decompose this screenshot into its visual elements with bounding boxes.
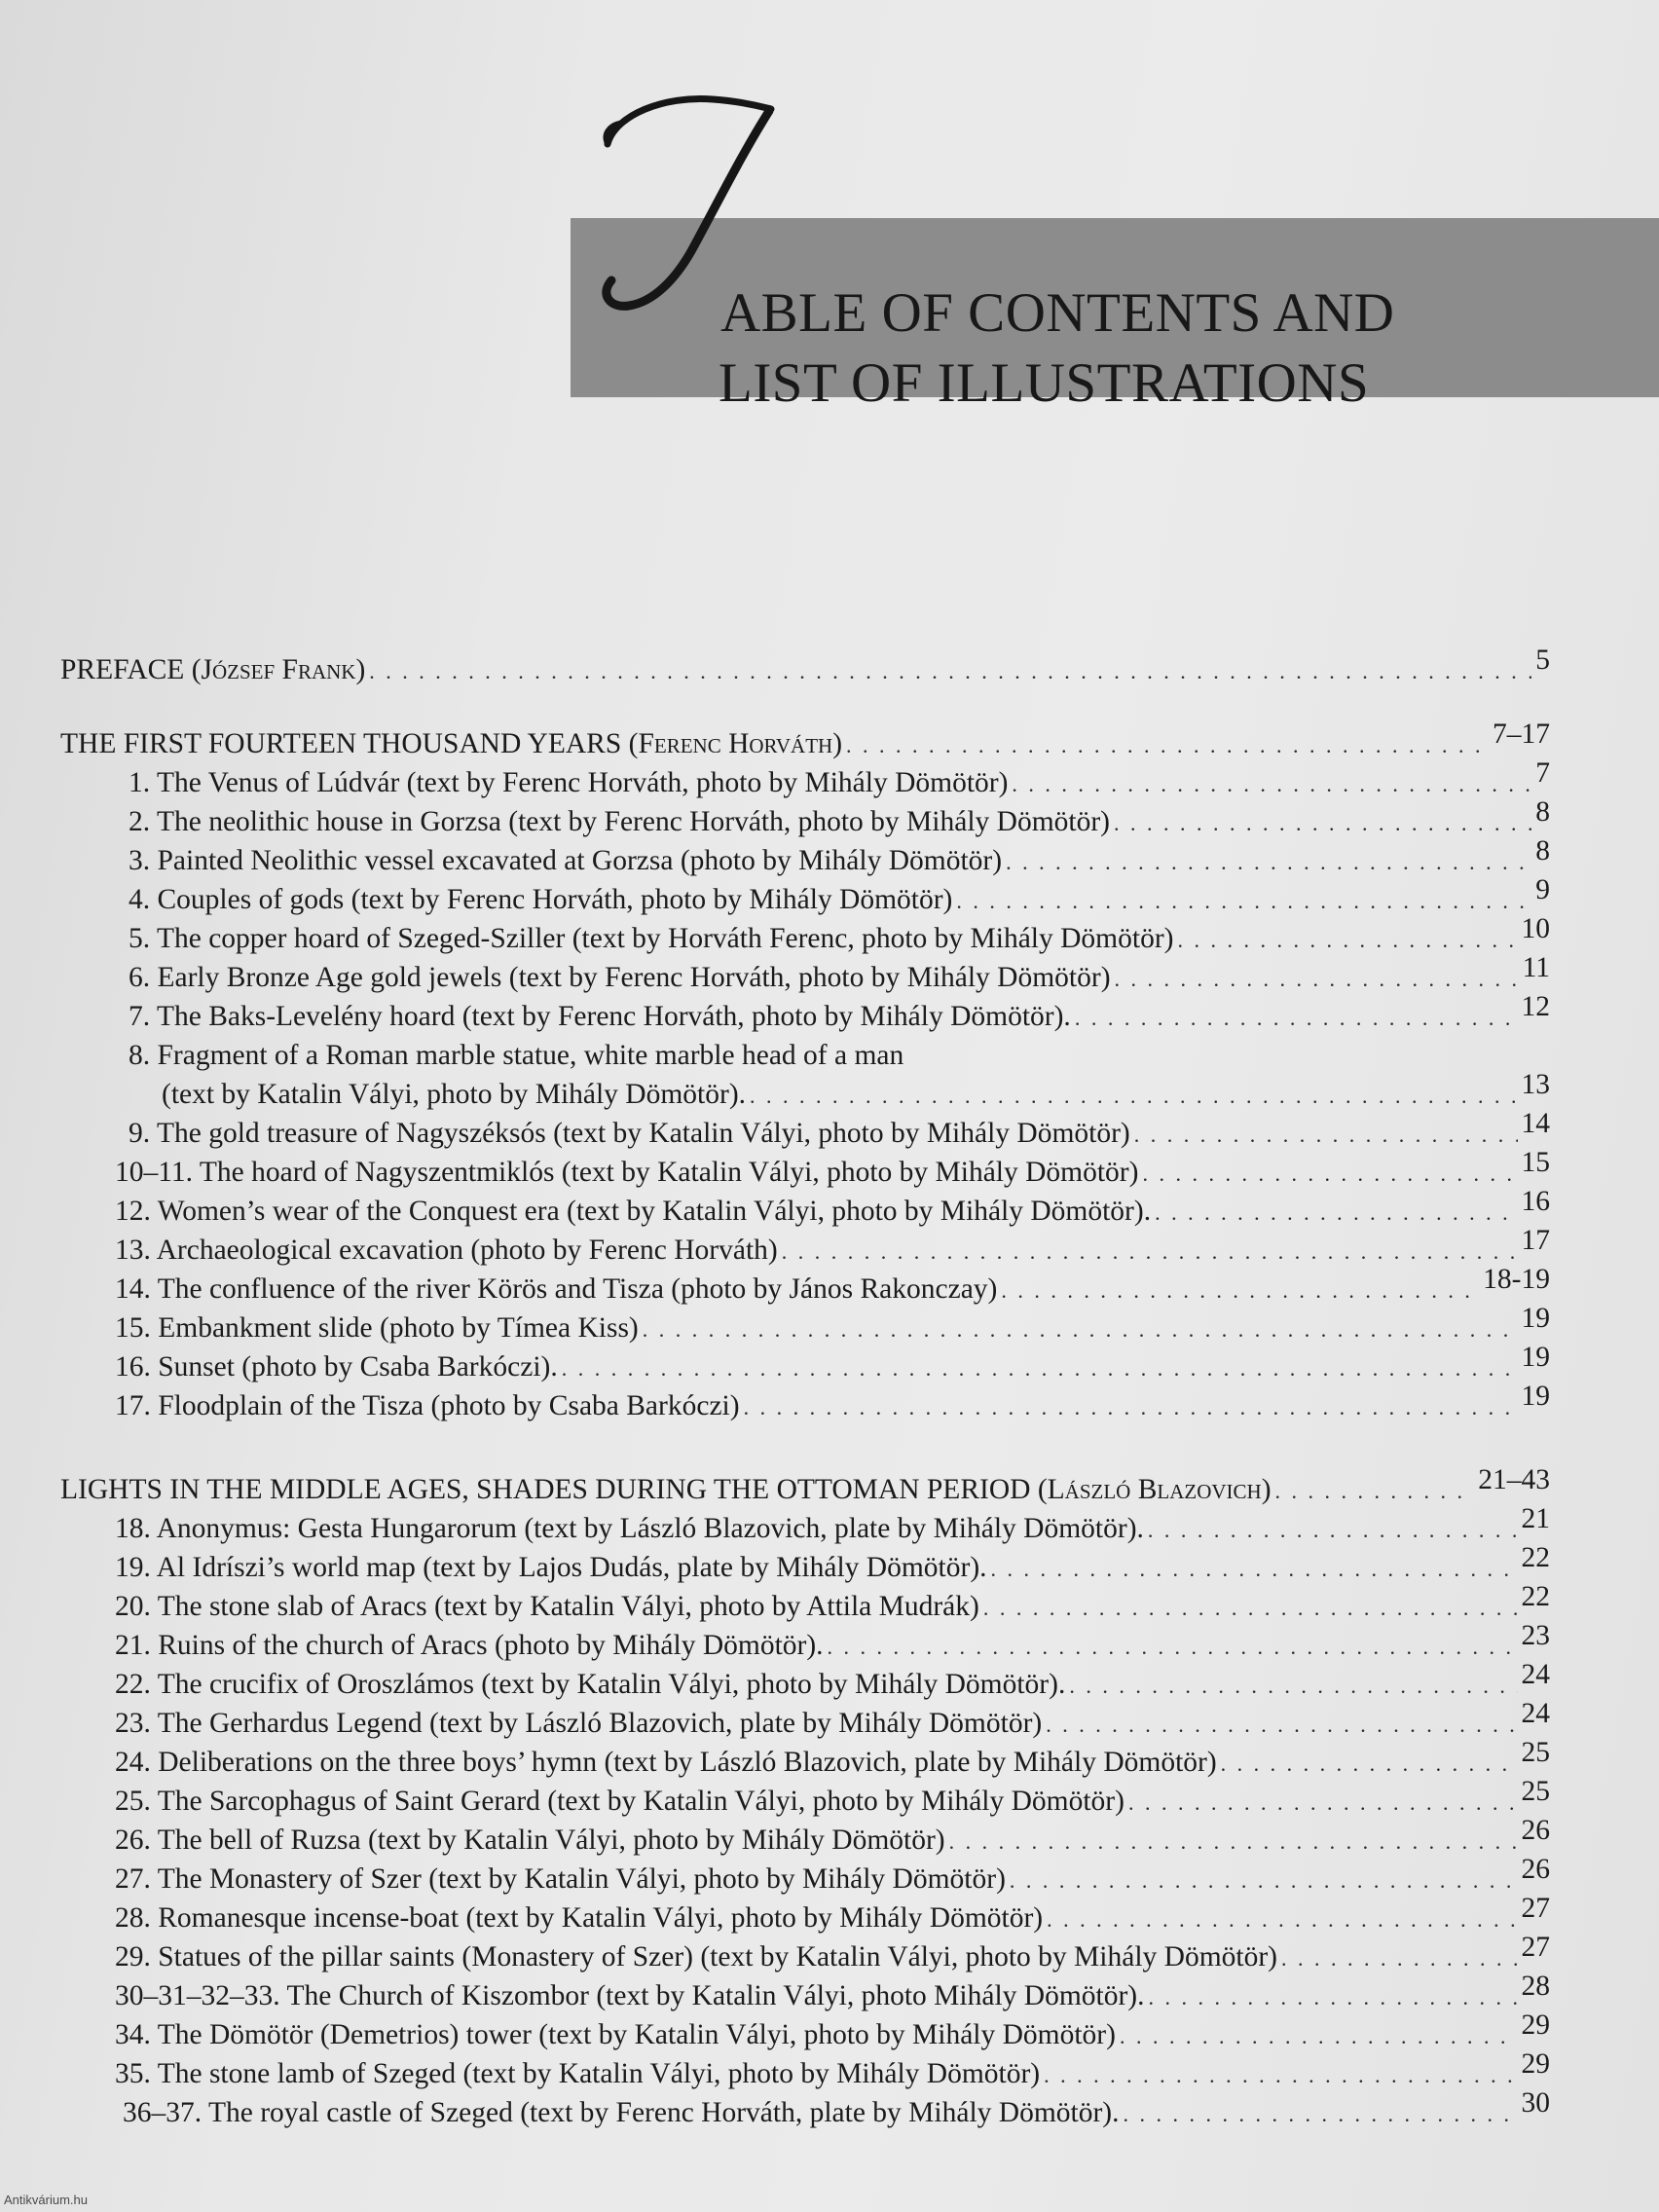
toc-item[interactable] xyxy=(60,874,1550,919)
page-number: 10 xyxy=(1521,913,1550,944)
item-label: 8. Fragment of a Roman marble statue, white marble head of a man xyxy=(129,1040,904,1071)
leader-dots xyxy=(1142,1155,1517,1194)
preface-author: (József Frank) xyxy=(191,654,366,685)
item-label: 20. The stone slab of Aracs (text by Katalin Vályi, photo by Attila Mudrák) xyxy=(115,1591,979,1622)
preface-title: PREFACE xyxy=(60,654,192,685)
toc-item[interactable] xyxy=(60,835,1550,880)
item-label: 7. The Baks-Levelény hoard (text by Ferenc Horváth, photo by Mihály Dömötör). xyxy=(129,1001,1071,1032)
leader-dots xyxy=(369,652,1531,691)
page-number: 28 xyxy=(1521,1971,1550,2002)
toc-item[interactable] xyxy=(60,1971,1550,2015)
toc-item[interactable] xyxy=(60,991,1550,1036)
page-number: 11 xyxy=(1522,952,1550,983)
leader-dots xyxy=(956,882,1531,921)
leader-dots xyxy=(1010,1862,1518,1900)
leader-dots xyxy=(1046,1706,1517,1745)
leader-dots xyxy=(991,1550,1518,1589)
toc-item[interactable] xyxy=(60,1815,1550,1860)
leader-dots xyxy=(1075,999,1518,1038)
page-number: 19 xyxy=(1521,1342,1550,1373)
page-number: 21 xyxy=(1521,1503,1550,1534)
leader-dots xyxy=(1115,960,1519,999)
toc-item[interactable] xyxy=(60,1893,1550,1937)
page-number: 19 xyxy=(1521,1303,1550,1334)
leader-dots xyxy=(1012,765,1531,804)
leader-dots xyxy=(1069,1667,1517,1706)
leader-dots xyxy=(846,726,1489,765)
page-number: 27 xyxy=(1521,1932,1550,1963)
page-number: 19 xyxy=(1521,1381,1550,1412)
site-watermark: Antikvárium.hu xyxy=(4,2193,88,2207)
leader-dots xyxy=(1001,1272,1479,1310)
item-label: 34. The Dömötör (Demetrios) tower (text by Katalin Vályi, photo by Mihály Dömötör) xyxy=(115,2019,1116,2050)
leader-dots xyxy=(983,1589,1518,1628)
page-number: 8 xyxy=(1535,796,1550,828)
leader-dots xyxy=(1047,1900,1517,1939)
page-number: 25 xyxy=(1521,1737,1550,1768)
item-label: 21. Ruins of the church of Aracs (photo by Mihály Dömötör). xyxy=(115,1630,824,1661)
item-label: 17. Floodplain of the Tisza (photo by Csaba Barkóczi) xyxy=(115,1390,740,1421)
toc-item[interactable] xyxy=(60,952,1550,997)
item-label: 26. The bell of Ruzsa (text by Katalin Vályi, photo by Mihály Dömötör) xyxy=(115,1825,945,1856)
item-label: 35. The stone lamb of Szeged (text by Katalin Vályi, photo by Mihály Dömötör) xyxy=(115,2058,1041,2089)
item-label: 18. Anonymus: Gesta Hungarorum (text by László Blazovich, plate by Mihály Dömötör). xyxy=(115,1513,1144,1544)
page-title xyxy=(720,278,1394,419)
leader-dots xyxy=(750,1077,1517,1116)
leader-dots xyxy=(782,1233,1518,1272)
toc-preface[interactable] xyxy=(60,645,1550,689)
toc-item[interactable] xyxy=(60,757,1550,802)
page-number: 24 xyxy=(1521,1698,1550,1729)
item-label: 10–11. The hoard of Nagyszentmiklós (text by Katalin Vályi, photo by Mihály Dömötör) xyxy=(115,1157,1139,1188)
page-number: 30 xyxy=(1521,2087,1550,2119)
toc-item[interactable] xyxy=(60,1381,1550,1425)
page-number: 25 xyxy=(1521,1776,1550,1807)
item-label: 5. The copper hoard of Szeged-Sziller (text by Horváth Ferenc, photo by Mihály Dömötör) xyxy=(129,923,1174,954)
leader-dots xyxy=(1148,1511,1518,1550)
item-label: 24. Deliberations on the three boys’ hymn (text by László Blazovich, plate by Mihály Dömötör) xyxy=(115,1747,1217,1778)
item-label: 15. Embankment slide (photo by Tímea Kiss) xyxy=(115,1312,639,1344)
item-label: 28. Romanesque incense-boat (text by Katalin Vályi, photo by Mihály Dömötör) xyxy=(115,1902,1044,1934)
toc-item[interactable] xyxy=(60,1542,1550,1587)
toc-item[interactable] xyxy=(60,1737,1550,1782)
page-number: 16 xyxy=(1521,1186,1550,1217)
page-number: 9 xyxy=(1535,874,1550,905)
leader-dots xyxy=(1128,1784,1518,1823)
page-number: 8 xyxy=(1535,835,1550,866)
section-title: LIGHTS IN THE MIDDLE AGES, SHADES DURING THE OTTOMAN PERIOD xyxy=(60,1474,1038,1505)
leader-dots xyxy=(1149,1978,1518,2017)
toc-item[interactable] xyxy=(60,913,1550,958)
toc-item[interactable] xyxy=(60,1932,1550,1976)
item-label: 29. Statues of the pillar saints (Monastery of Szer) (text by Katalin Vályi, photo by Mihály Dömötör) xyxy=(115,1941,1277,1972)
page-number: 13 xyxy=(1521,1069,1550,1100)
leader-dots xyxy=(1134,1116,1518,1155)
leader-dots xyxy=(744,1388,1518,1427)
section-title: THE FIRST FOURTEEN THOUSAND YEARS xyxy=(60,728,629,759)
page-number: 5 xyxy=(1535,645,1550,676)
item-label: 27. The Monastery of Szer (text by Katalin Vályi, photo by Mihály Dömötör) xyxy=(115,1863,1006,1895)
leader-dots xyxy=(562,1349,1518,1388)
section-author: (Ferenc Horváth) xyxy=(628,728,843,759)
toc-item[interactable] xyxy=(60,1659,1550,1704)
toc-item[interactable] xyxy=(60,1698,1550,1743)
item-label: 16. Sunset (photo by Csaba Barkóczi). xyxy=(115,1351,558,1382)
item-label: 30–31–32–33. The Church of Kiszombor (text by Katalin Vályi, photo Mihály Dömötör). xyxy=(115,1980,1145,2011)
page-number: 7 xyxy=(1535,757,1550,789)
toc-item[interactable] xyxy=(60,1036,1618,1075)
toc-item[interactable] xyxy=(60,1620,1550,1665)
toc-section-heading[interactable] xyxy=(60,719,1550,763)
leader-dots xyxy=(1114,804,1531,843)
leader-dots xyxy=(1177,921,1517,960)
item-label: 6. Early Bronze Age gold jewels (text by Ferenc Horváth, photo by Mihály Dömötör) xyxy=(129,962,1111,993)
toc-item[interactable] xyxy=(60,1225,1550,1270)
leader-dots xyxy=(1123,2095,1517,2134)
item-label: 12. Women’s wear of the Conquest era (text by Katalin Vályi, photo by Mihály Dömötör). xyxy=(115,1196,1152,1227)
leader-dots xyxy=(949,1823,1518,1862)
toc-item[interactable] xyxy=(60,1581,1550,1626)
item-label: 23. The Gerhardus Legend (text by László Blazovich, plate by Mihály Dömötör) xyxy=(115,1708,1043,1739)
item-label: 9. The gold treasure of Nagyszéksós (text by Katalin Vályi, photo by Mihály Dömötör) xyxy=(129,1118,1130,1149)
toc-item[interactable] xyxy=(60,796,1550,841)
toc-item[interactable] xyxy=(60,1108,1550,1153)
leader-dots xyxy=(1275,1472,1475,1511)
toc-item[interactable] xyxy=(60,1303,1550,1347)
item-label: 2. The neolithic house in Gorzsa (text by Ferenc Horváth, photo by Mihály Dömötör) xyxy=(129,806,1110,837)
item-label: 4. Couples of gods (text by Ferenc Horváth, photo by Mihály Dömötör) xyxy=(129,884,953,915)
item-label: 19. Al Idríszi’s world map (text by Lajos Dudás, plate by Mihály Dömötör). xyxy=(115,1552,987,1583)
leader-dots xyxy=(643,1310,1518,1349)
leader-dots xyxy=(1044,2056,1517,2095)
leader-dots xyxy=(1221,1745,1518,1784)
item-label: 36–37. The royal castle of Szeged (text by Ferenc Horváth, plate by Mihály Dömötör). xyxy=(123,2097,1120,2128)
item-label: 22. The crucifix of Oroszlámos (text by Katalin Vályi, photo by Mihály Dömötör). xyxy=(115,1669,1066,1700)
item-label: 13. Archaeological excavation (photo by Ferenc Horváth) xyxy=(115,1235,778,1266)
leader-dots xyxy=(1281,1939,1518,1978)
toc-item-continuation[interactable] xyxy=(60,1069,1550,1114)
item-label: (text by Katalin Vályi, photo by Mihály Dömötör). xyxy=(162,1079,747,1110)
page-number: 7–17 xyxy=(1493,719,1550,750)
page-number: 26 xyxy=(1521,1854,1550,1885)
toc-item[interactable] xyxy=(60,1147,1550,1192)
leader-dots xyxy=(1120,2017,1518,2056)
item-label: 25. The Sarcophagus of Saint Gerard (text by Katalin Vályi, photo by Mihály Dömötör) xyxy=(115,1786,1124,1817)
item-label: 3. Painted Neolithic vessel excavated at Gorzsa (photo by Mihály Dömötör) xyxy=(129,845,1003,876)
toc-item[interactable] xyxy=(60,1503,1550,1548)
toc-item[interactable] xyxy=(60,2048,1550,2093)
toc-item[interactable] xyxy=(60,2087,1550,2132)
toc-item[interactable] xyxy=(60,1264,1550,1309)
page-number: 29 xyxy=(1521,2009,1550,2041)
page-number: 17 xyxy=(1521,1225,1550,1256)
leader-dots xyxy=(1155,1194,1517,1233)
section-author: (László Blazovich) xyxy=(1037,1474,1272,1505)
page-number: 22 xyxy=(1521,1581,1550,1612)
page-number: 22 xyxy=(1521,1542,1550,1573)
item-label: 14. The confluence of the river Körös and Tisza (photo by János Rakonczay) xyxy=(115,1273,998,1305)
title-line-2: LIST OF ILLUSTRATIONS xyxy=(719,352,1370,415)
toc-item[interactable] xyxy=(60,2009,1550,2054)
page-number: 23 xyxy=(1521,1620,1550,1651)
leader-dots xyxy=(828,1628,1518,1667)
page-number: 12 xyxy=(1521,991,1550,1022)
page-number: 29 xyxy=(1521,2048,1550,2080)
page-number: 14 xyxy=(1521,1108,1550,1139)
page-number: 24 xyxy=(1521,1659,1550,1690)
toc-item[interactable] xyxy=(60,1776,1550,1821)
page-number: 18-19 xyxy=(1483,1264,1550,1295)
title-line-1: ABLE OF CONTENTS AND xyxy=(720,282,1395,345)
page-number: 26 xyxy=(1521,1815,1550,1846)
toc-section-heading[interactable] xyxy=(60,1464,1550,1509)
item-label: 1. The Venus of Lúdvár (text by Ferenc Horváth, photo by Mihály Dömötör) xyxy=(129,767,1009,798)
page-number: 21–43 xyxy=(1478,1464,1550,1495)
toc-item[interactable] xyxy=(60,1854,1550,1899)
page-number: 27 xyxy=(1521,1893,1550,1924)
toc-item[interactable] xyxy=(60,1186,1550,1231)
toc-item[interactable] xyxy=(60,1342,1550,1386)
page-number: 15 xyxy=(1521,1147,1550,1178)
leader-dots xyxy=(1006,843,1531,882)
